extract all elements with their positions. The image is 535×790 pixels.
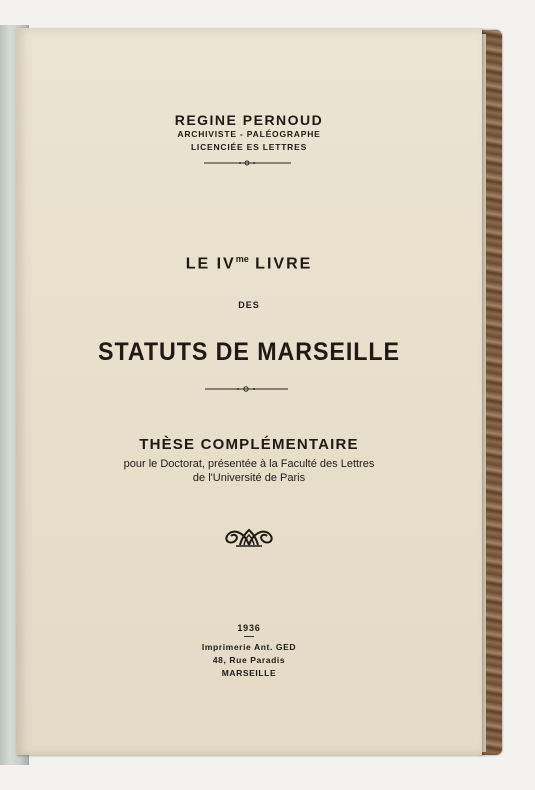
main-title: STATUTS DE MARSEILLE (98, 338, 400, 366)
book-title (16, 254, 482, 273)
title-connector: DES (238, 300, 260, 310)
book-title-superscript: me (235, 254, 249, 264)
printer-name: Imprimerie Ant. GED (201, 642, 297, 652)
book-title-prefix: LE IV (185, 255, 236, 273)
title-page (16, 28, 482, 755)
thesis-description-line-1: pour le Doctorat, présentée à la Faculté des Lettres (123, 458, 375, 470)
author-credential-1: ARCHIVISTE - PALÉOGRAPHE (177, 129, 321, 139)
printer-city: MARSEILLE (221, 668, 277, 678)
decorative-fleuron-icon (220, 521, 278, 551)
author-name: REGINE PERNOUD (174, 112, 324, 128)
small-ornament-divider (16, 158, 482, 168)
book-title-suffix: LIVRE (248, 255, 313, 273)
printer-address: 48, Rue Paradis (212, 655, 286, 665)
title-page-content (16, 28, 482, 755)
thesis-title: THÈSE COMPLÉMENTAIRE (139, 436, 359, 453)
author-credential-2: LICENCIÉE ES LETTRES (190, 142, 308, 152)
publication-year: 1936 (237, 623, 261, 633)
large-ornament-divider (16, 384, 482, 394)
year-divider (244, 636, 254, 637)
thesis-description-line-2: de l'Université de Paris (192, 472, 306, 484)
